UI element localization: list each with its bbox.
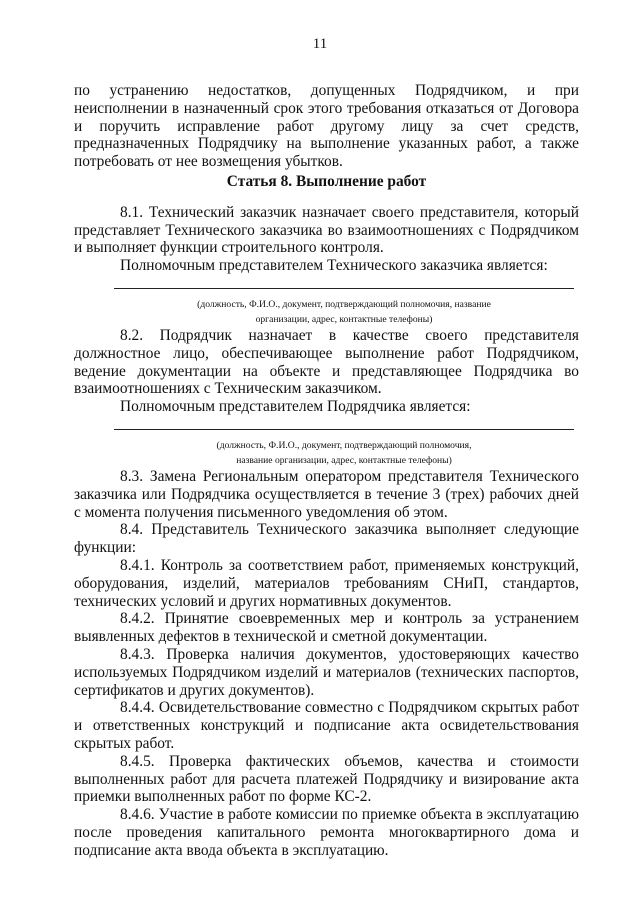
- customer-representative-label: Полномочным представителем Технического заказчика является:: [120, 257, 548, 275]
- contractor-representative-hint-2: название организации, адрес, контактные телефоны): [236, 454, 452, 466]
- customer-representative-blank-line: [114, 288, 574, 289]
- page-number: 11: [312, 36, 328, 52]
- paragraph-8-4-2: 8.4.2. Принятие своевременных мер и контроль за устранением выявленных дефектов в технической и сметной документации.: [74, 610, 579, 646]
- customer-representative-hint-2: организации, адрес, контактные телефоны): [255, 313, 433, 325]
- paragraph-8-1: 8.1. Технический заказчик назначает своего представителя, который представляет Технического заказчика во взаимоотношениях с Подрядчиком и выполняет функции строительного контроля.: [74, 203, 579, 257]
- paragraph-8-4-3: 8.4.3. Проверка наличия документов, удостоверяющих качество используемых Подрядчиком изделий и материалов (технических паспортов, сертификатов и других документов).: [74, 645, 579, 699]
- contractor-representative-label: Полномочным представителем Подрядчика является:: [120, 398, 471, 416]
- contractor-representative-blank-line: [114, 429, 574, 430]
- article-title: Статья 8. Выполнение работ: [226, 172, 427, 190]
- paragraph-8-4-5: 8.4.5. Проверка фактических объемов, качества и стоимости выполненных работ для расчета платежей Подрядчику и визирование акта приемки выполненных работ по форме КС-2.: [74, 752, 579, 806]
- paragraph-8-4: 8.4. Представитель Технического заказчика выполняет следующие функции:: [74, 521, 579, 557]
- paragraph-8-3: 8.3. Замена Региональным оператором представителя Технического заказчика или Подрядчика осуществляется в течение 3 (трех) рабочих дней с момента получения письменного уведомления об этом.: [74, 467, 579, 521]
- paragraph-8-2: 8.2. Подрядчик назначает в качестве своего представителя должностное лицо, обеспечивающее выполнение работ Подрядчиком, ведение документации на объекте и представляющее Подрядчика во взаимоотношениях с Техническим заказчиком.: [74, 326, 579, 398]
- paragraph-8-4-6: 8.4.6. Участие в работе комиссии по приемке объекта в эксплуатацию после проведения капитального ремонта многоквартирного дома и подписание акта ввода объекта в эксплуатацию.: [74, 806, 579, 859]
- contractor-representative-hint-1: (должность, Ф.И.О., документ, подтверждающий полномочия,: [216, 439, 472, 451]
- intro-paragraph: по устранению недостатков, допущенных Подрядчиком, и при неисполнении в назначенный срок этого требования отказаться от Договора и поручить исправление работ другому лицу за счет средств, предназначенных Подрядчику на выполнение указанных работ, а также потребовать от нее возмещения убытков.: [74, 82, 579, 171]
- document-body: [74, 82, 579, 859]
- paragraph-8-4-4: 8.4.4. Освидетельствование совместно с Подрядчиком скрытых работ и ответственных конструкций и подписание акта освидетельствования скрытых работ.: [74, 699, 579, 752]
- customer-representative-hint-1: (должность, Ф.И.О., документ, подтверждающий полномочия, название: [197, 298, 491, 310]
- paragraph-8-4-1: 8.4.1. Контроль за соответствием работ, применяемых конструкций, оборудования, изделий, материалов требованиям СНиП, стандартов, технических условий и других нормативных документов.: [74, 556, 579, 610]
